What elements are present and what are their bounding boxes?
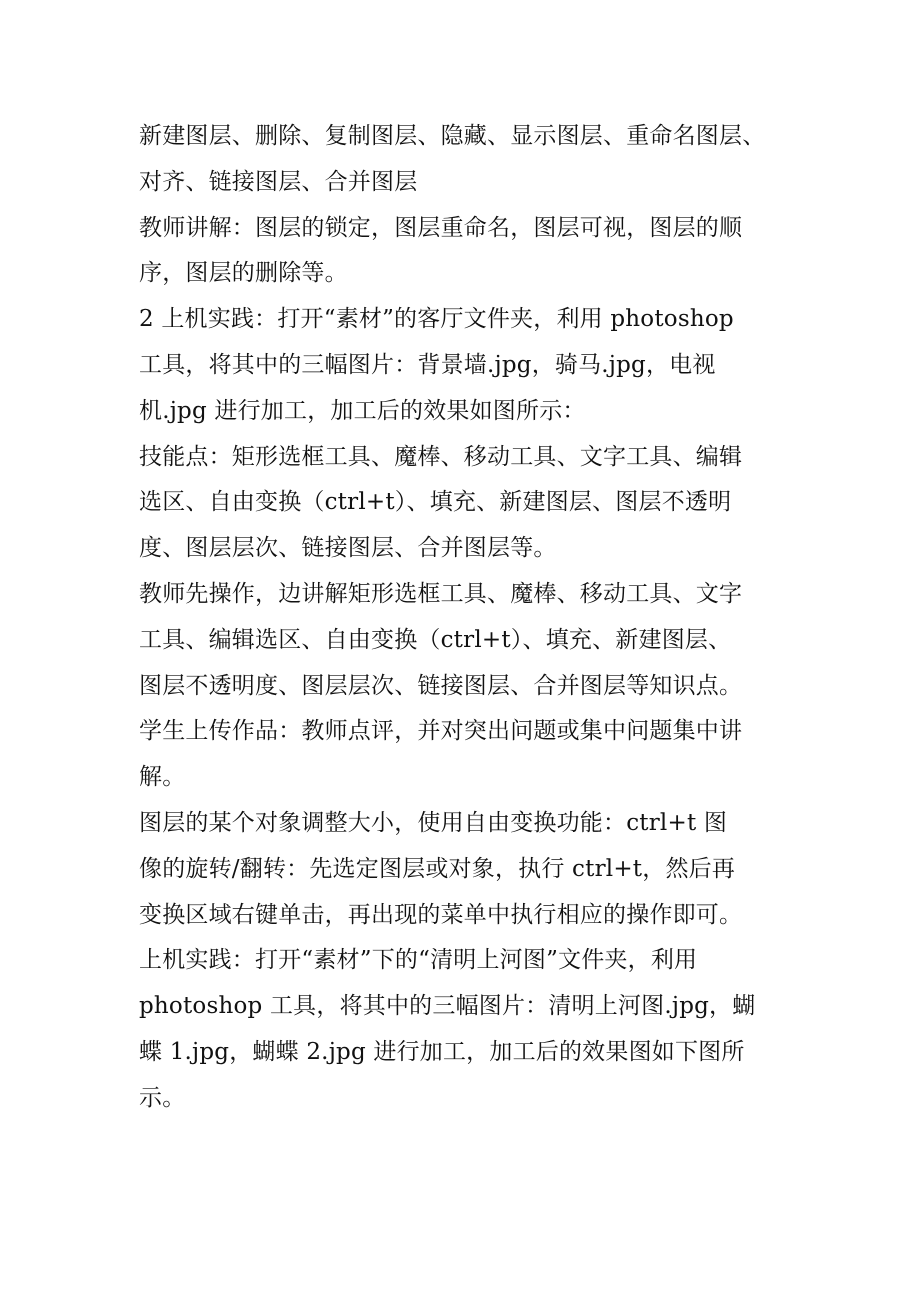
text-line-1: 新建图层、删除、复制图层、隐藏、显示图层、重命名图层、 (139, 123, 766, 149)
text-line-7: 机.jpg 进行加工，加工后的效果如图所示： (139, 397, 586, 424)
text-line-16: 图层的某个对象调整大小，使用自由变换功能：ctrl+t 图 (139, 809, 728, 836)
text-line-17: 像的旋转/翻转：先选定图层或对象，执行 ctrl+t，然后再 (139, 855, 736, 882)
text-line-6: 工具，将其中的三幅图片：背景墙.jpg，骑马.jpg，电视 (139, 351, 716, 378)
text-line-5: 2 上机实践：打开“素材”的客厅文件夹，利用 photoshop (139, 306, 734, 333)
text-line-11: 教师先操作，边讲解矩形选框工具、魔棒、移动工具、文字 (139, 580, 743, 607)
text-line-9: 选区、自由变换（ctrl+t）、填充、新建图层、图层不透明 (139, 489, 732, 516)
text-line-8: 技能点：矩形选框工具、魔棒、移动工具、文字工具、编辑 (139, 443, 743, 470)
text-line-20: photoshop 工具，将其中的三幅图片：清明上河图.jpg，蝴 (139, 993, 756, 1020)
text-line-3: 教师讲解：图层的锁定，图层重命名，图层可视，图层的顺 (139, 214, 743, 241)
text-line-21: 蝶 1.jpg，蝴蝶 2.jpg 进行加工，加工后的效果图如下图所 (139, 1038, 745, 1065)
text-line-15: 解。 (139, 764, 186, 791)
text-line-12: 工具、编辑选区、自由变换（ctrl+t）、填充、新建图层、 (139, 626, 732, 653)
text-line-22: 示。 (139, 1084, 186, 1111)
text-line-2: 对齐、链接图层、合并图层 (139, 168, 418, 195)
text-line-4: 序，图层的删除等。 (139, 260, 348, 287)
text-line-14: 学生上传作品：教师点评，并对突出问题或集中问题集中讲 (139, 718, 743, 745)
text-line-10: 度、图层层次、链接图层、合并图层等。 (139, 535, 557, 562)
text-line-18: 变换区域右键单击，再出现的菜单中执行相应的操作即可。 (139, 901, 743, 928)
document-body (139, 114, 794, 1122)
text-line-13: 图层不透明度、图层层次、链接图层、合并图层等知识点。 (139, 672, 743, 699)
text-line-19: 上机实践：打开“素材”下的“清明上河图”文件夹，利用 (139, 947, 698, 974)
